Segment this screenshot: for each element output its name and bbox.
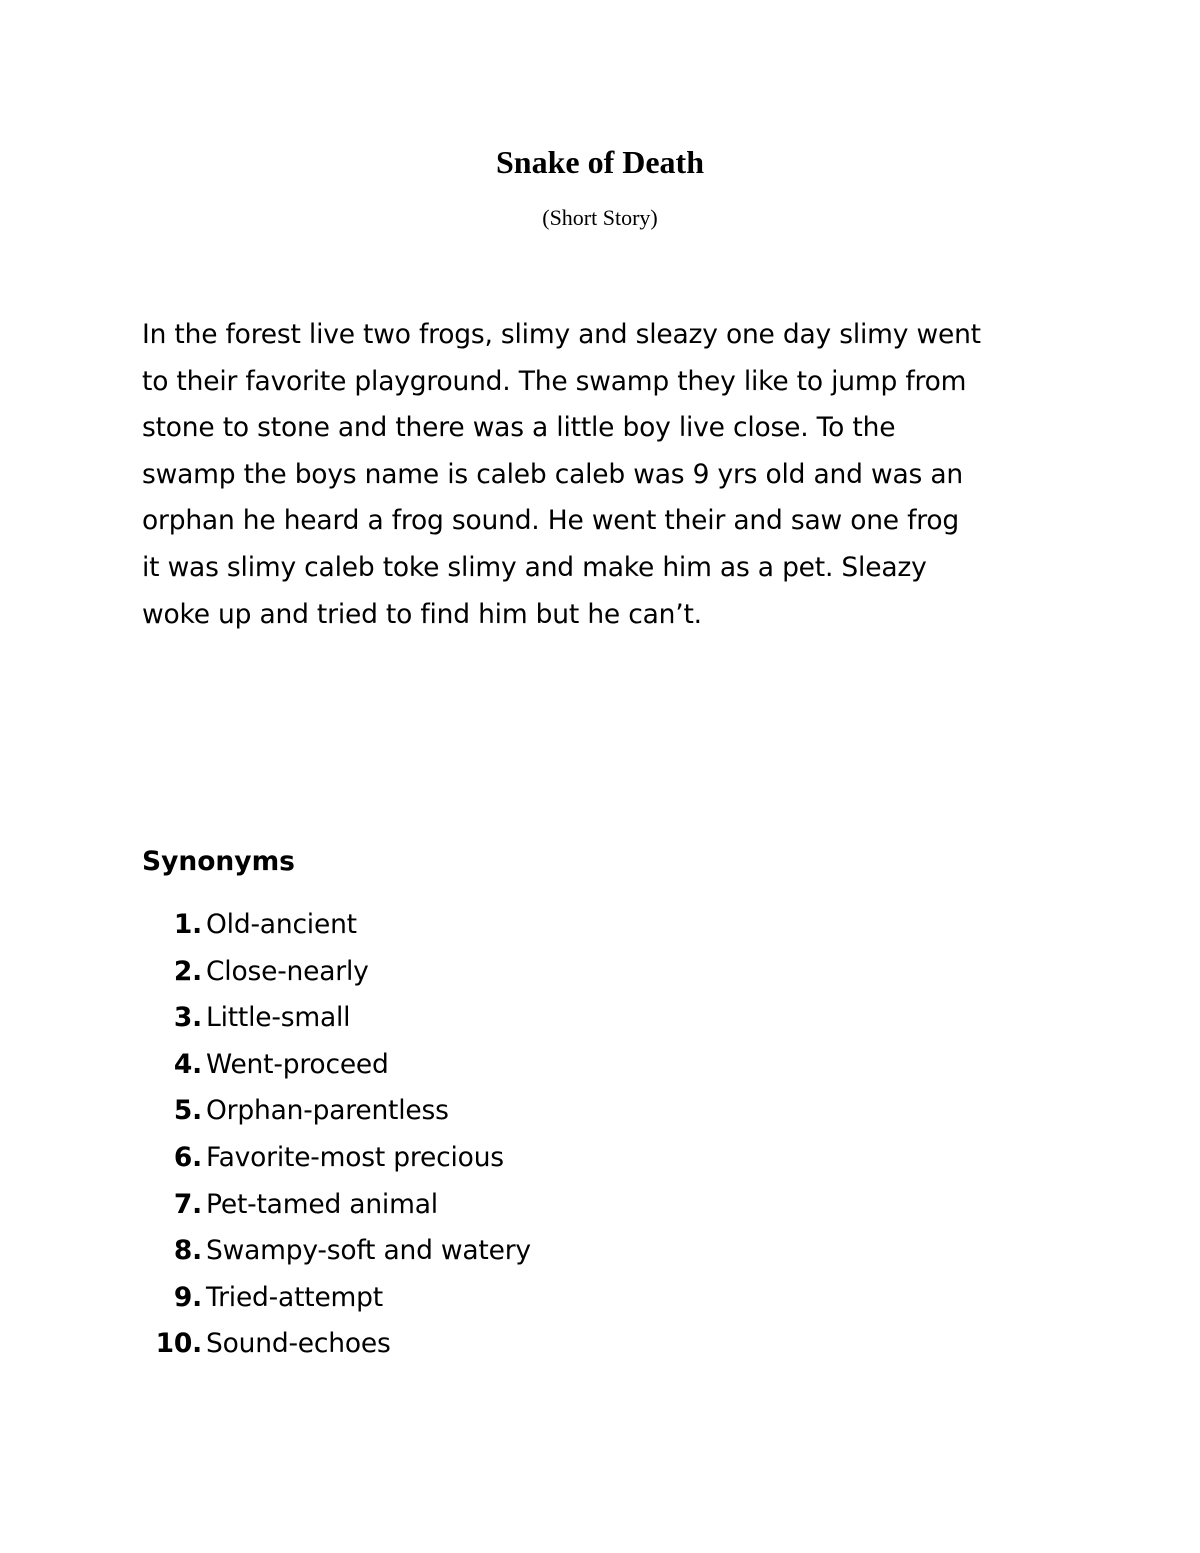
list-item-number: 5. xyxy=(173,1095,202,1127)
list-item-text: Swampy-soft and watery xyxy=(206,1235,531,1267)
list-item-text: Tried-attempt xyxy=(206,1281,383,1313)
story-line: In the forest live two frogs, slimy and sleazy one day slimy went xyxy=(142,319,981,350)
list-item xyxy=(142,1228,842,1275)
list-item xyxy=(142,1275,842,1322)
list-item xyxy=(142,995,842,1042)
list-item-number: 8. xyxy=(173,1235,202,1267)
list-item-text: Little-small xyxy=(206,1002,351,1034)
list-item-number: 4. xyxy=(173,1048,202,1080)
list-item-text: Old-ancient xyxy=(206,909,357,940)
list-item-text: Favorite-most precious xyxy=(206,1141,504,1173)
list-item xyxy=(142,1088,842,1135)
list-item-text: Went-proceed xyxy=(206,1048,389,1080)
list-item-text: Orphan-parentless xyxy=(206,1095,449,1127)
list-item-text: Close-nearly xyxy=(206,955,369,987)
list-item xyxy=(142,1135,842,1182)
list-item-number: 9. xyxy=(173,1281,202,1313)
synonyms-list xyxy=(142,902,842,1368)
list-item xyxy=(142,1321,842,1368)
synonyms-heading: Synonyms xyxy=(142,846,295,877)
list-item xyxy=(142,1182,842,1229)
story-line: swamp the boys name is caleb caleb was 9 yrs old and was an xyxy=(142,458,963,490)
story-line: stone to stone and there was a little boy live close. To the xyxy=(142,412,896,444)
list-item xyxy=(142,949,842,996)
list-item-number: 1. xyxy=(173,909,202,940)
story-line: orphan he heard a frog sound. He went their and saw one frog xyxy=(142,505,960,537)
document-title: Snake of Death xyxy=(495,144,704,180)
list-item-number: 6. xyxy=(173,1141,202,1173)
list-item-number: 7. xyxy=(173,1188,202,1220)
list-item xyxy=(142,1042,842,1089)
story-line: it was slimy caleb toke slimy and make him as a pet. Sleazy xyxy=(142,551,927,583)
list-item-number: 3. xyxy=(173,1002,202,1034)
list-item-number: 2. xyxy=(173,955,202,987)
list-item xyxy=(142,902,842,949)
story-paragraph xyxy=(142,312,1072,638)
story-line: to their favorite playground. The swamp they like to jump from xyxy=(142,365,967,397)
story-line: woke up and tried to find him but he can’t. xyxy=(142,598,702,630)
list-item-text: Sound-echoes xyxy=(206,1328,391,1360)
document-subtitle: (Short Story) xyxy=(542,205,658,230)
list-item-text: Pet-tamed animal xyxy=(206,1188,438,1220)
list-item-number: 10. xyxy=(155,1328,202,1360)
